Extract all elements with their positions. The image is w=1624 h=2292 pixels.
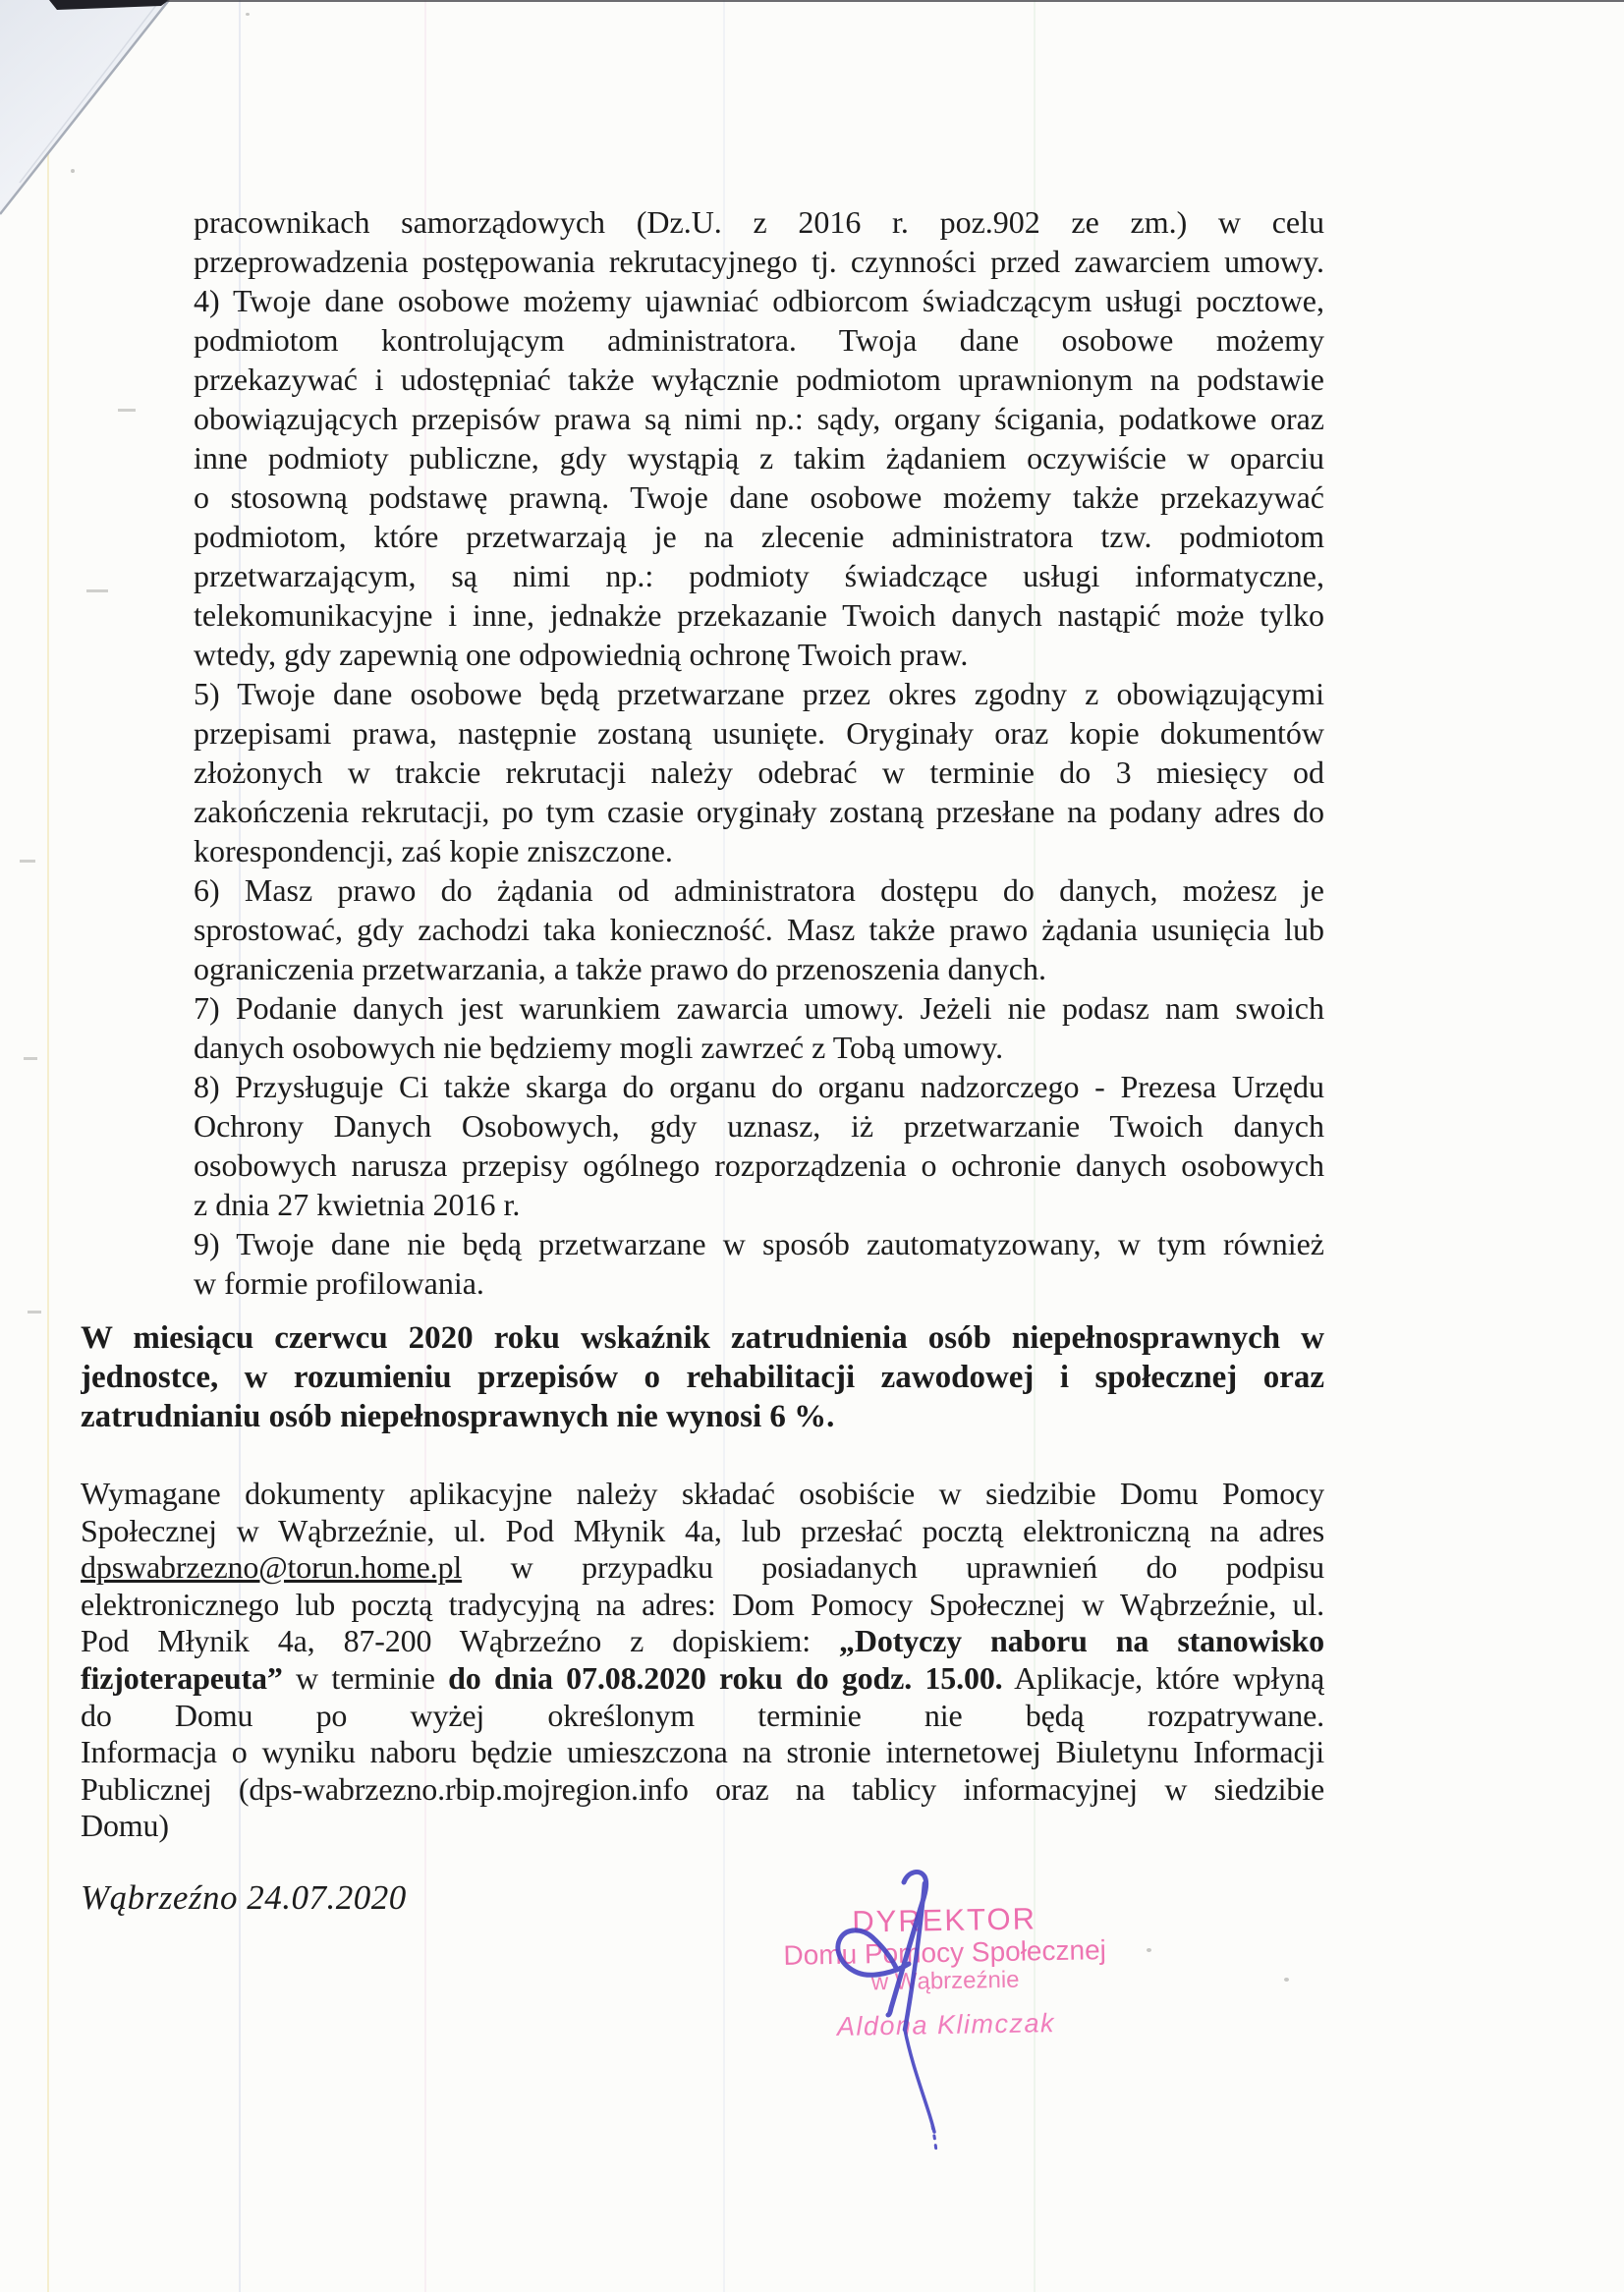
- text-line: sprostować, gdy zachodzi taka konieczność. Masz także prawo żądania usunięcia lub: [194, 912, 1324, 947]
- scan-streak: [47, 0, 49, 2292]
- pencil-mark: [20, 860, 35, 863]
- handwritten-signature: [806, 1857, 1041, 2181]
- director-stamp: [781, 1901, 1109, 2042]
- text-line: złożonych w trakcie rekrutacji należy odebrać w terminie do 3 miesięcy od: [194, 755, 1324, 790]
- text-segment: Pod Młynik 4a, 87-200 Wąbrzeźno z dopiskiem:: [81, 1623, 840, 1659]
- stamp-title: DYREKTOR: [851, 1901, 1037, 1939]
- text-line: inne podmioty publiczne, gdy wystąpią z takim żądaniem oczywiście w oparciu: [194, 440, 1324, 475]
- text-line: wtedy, gdy zapewnią one odpowiednią ochronę Twoich praw.: [194, 637, 969, 672]
- text-line: W miesiącu czerwcu 2020 roku wskaźnik zatrudnienia osób niepełnosprawnych w: [81, 1320, 1324, 1356]
- disability-ratio-paragraph: [81, 1318, 1324, 1436]
- text-line: obowiązujących przepisów prawa są nimi np.: sądy, organy ścigania, podatkowe oraz: [194, 401, 1324, 436]
- bold-text: fizjoterapeuta”: [81, 1659, 283, 1696]
- text-line: pracownikach samorządowych (Dz.U. z 2016 r. poz.902 ze zm.) w celu: [194, 204, 1324, 240]
- application-instructions-paragraph: [81, 1476, 1324, 1845]
- text-line: Informacja o wyniku naboru będzie umieszczona na stronie internetowej Biuletynu Informacji: [81, 1734, 1324, 1770]
- text-line: Ochrony Danych Osobowych, gdy uznasz, iż przetwarzanie Twoich danych: [194, 1108, 1324, 1144]
- text-line: [81, 1549, 1324, 1587]
- text-line: elektronicznego lub pocztą tradycyjną na adres: Dom Pomocy Społecznej w Wąbrzeźnie, ul.: [81, 1586, 1324, 1622]
- text-segment: w przypadku posiadanych uprawnień do podpisu: [462, 1549, 1324, 1586]
- text-line: w formie profilowania.: [194, 1265, 484, 1301]
- text-line: Wymagane dokumenty aplikacyjne należy składać osobiście w siedzibie Domu Pomocy: [81, 1476, 1324, 1511]
- email-link: dpswabrzezno@torun.home.pl: [81, 1549, 463, 1586]
- text-line: Społecznej w Wąbrzeźnie, ul. Pod Młynik 4a, lub przesłać pocztą elektroniczną na adres: [81, 1512, 1324, 1548]
- text-line: do Domu po wyżej określonym terminie nie będą rozpatrywane.: [81, 1697, 1324, 1733]
- text-line: telekomunikacyjne i inne, jednakże przekazanie Twoich danych nastąpić może tylko: [194, 597, 1324, 633]
- text-line: ograniczenia przetwarzania, a także prawo do przenoszenia danych.: [194, 951, 1046, 986]
- text-line: o stosowną podstawę prawną. Twoje dane osobowe możemy także przekazywać: [194, 479, 1324, 515]
- scan-speck: [1284, 1978, 1289, 1982]
- text-line: z dnia 27 kwietnia 2016 r.: [194, 1187, 521, 1222]
- pencil-mark: [118, 409, 136, 412]
- text-line: podmiotom kontrolującym administratora. Twoja dane osobowe możemy: [194, 322, 1324, 358]
- rodo-clauses-block: [194, 202, 1324, 1303]
- text-line: 4) Twoje dane osobowe możemy ujawniać odbiorcom świadczącym usługi pocztowe,: [194, 283, 1324, 318]
- text-line: 9) Twoje dane nie będą przetwarzane w sposób zautomatyzowany, w tym również: [194, 1226, 1324, 1261]
- text-segment: Aplikacje, które wpłyną: [1002, 1659, 1324, 1696]
- scan-speck: [71, 169, 75, 173]
- pencil-mark: [24, 1057, 37, 1060]
- pencil-mark: [28, 1311, 41, 1314]
- text-segment: w terminie: [282, 1659, 449, 1696]
- text-line: Domu): [81, 1808, 169, 1844]
- text-line: 6) Masz prawo do żądania od administratora dostępu do danych, możesz je: [194, 872, 1324, 908]
- text-line: 7) Podanie danych jest warunkiem zawarcia umowy. Jeżeli nie podasz nam swoich: [194, 990, 1324, 1026]
- place-date-line: Wąbrzeźno 24.07.2020: [81, 1878, 407, 1917]
- text-line: przeprowadzenia postępowania rekrutacyjnego tj. czynności przed zawarciem umowy.: [194, 244, 1324, 279]
- scan-speck: [1147, 1948, 1151, 1952]
- stamp-city: w Wąbrzeźnie: [870, 1966, 1020, 1996]
- text-line: [81, 1623, 1324, 1660]
- text-line: zakończenia rekrutacji, po tym czasie oryginały zostaną przesłane na podany adres do: [194, 794, 1324, 829]
- text-line: przekazywać i udostępniać także wyłącznie podmiotom uprawnionym na podstawie: [194, 362, 1324, 397]
- text-line: przetwarzającym, są nimi np.: podmioty świadczące usługi informatyczne,: [194, 558, 1324, 593]
- stamp-signature-name: Aldona Klimczak: [836, 2008, 1056, 2041]
- bold-text: „Dotyczy naboru na stanowisko: [839, 1623, 1324, 1659]
- text-line: podmiotom, które przetwarzają je na zlecenie administratora tzw. podmiotom: [194, 519, 1324, 554]
- text-line: Publicznej (dps-wabrzezno.rbip.mojregion.info oraz na tablicy informacyjnej w siedzibie: [81, 1770, 1324, 1807]
- text-line: jednostce, w rozumieniu przepisów o rehabilitacji zawodowej i społecznej oraz: [81, 1360, 1324, 1395]
- text-line: danych osobowych nie będziemy mogli zawrzeć z Tobą umowy.: [194, 1030, 1004, 1065]
- text-line: zatrudnianiu osób niepełnosprawnych nie wynosi 6 %.: [81, 1399, 835, 1434]
- scan-speck: [246, 13, 250, 16]
- text-line: osobowych narusza przepisy ogólnego rozporządzenia o ochronie danych osobowych: [194, 1147, 1324, 1183]
- text-line: [81, 1660, 1324, 1698]
- page-corner-fold: [0, 0, 295, 236]
- text-line: 5) Twoje dane osobowe będą przetwarzane przez okres zgodny z obowiązującymi: [194, 676, 1324, 711]
- pencil-mark: [86, 589, 108, 592]
- bold-text: do dnia 07.08.2020 roku do godz. 15.00.: [448, 1659, 1003, 1696]
- text-line: korespondencji, zaś kopie zniszczone.: [194, 833, 673, 868]
- stamp-institution: Domu Pomocy Społecznej: [783, 1934, 1107, 1971]
- scan-top-edge: [167, 0, 1624, 2]
- text-line: 8) Przysługuje Ci także skarga do organu do organu nadzorczego - Prezesa Urzędu: [194, 1069, 1324, 1104]
- text-line: przepisami prawa, następnie zostaną usunięte. Oryginały oraz kopie dokumentów: [194, 715, 1324, 751]
